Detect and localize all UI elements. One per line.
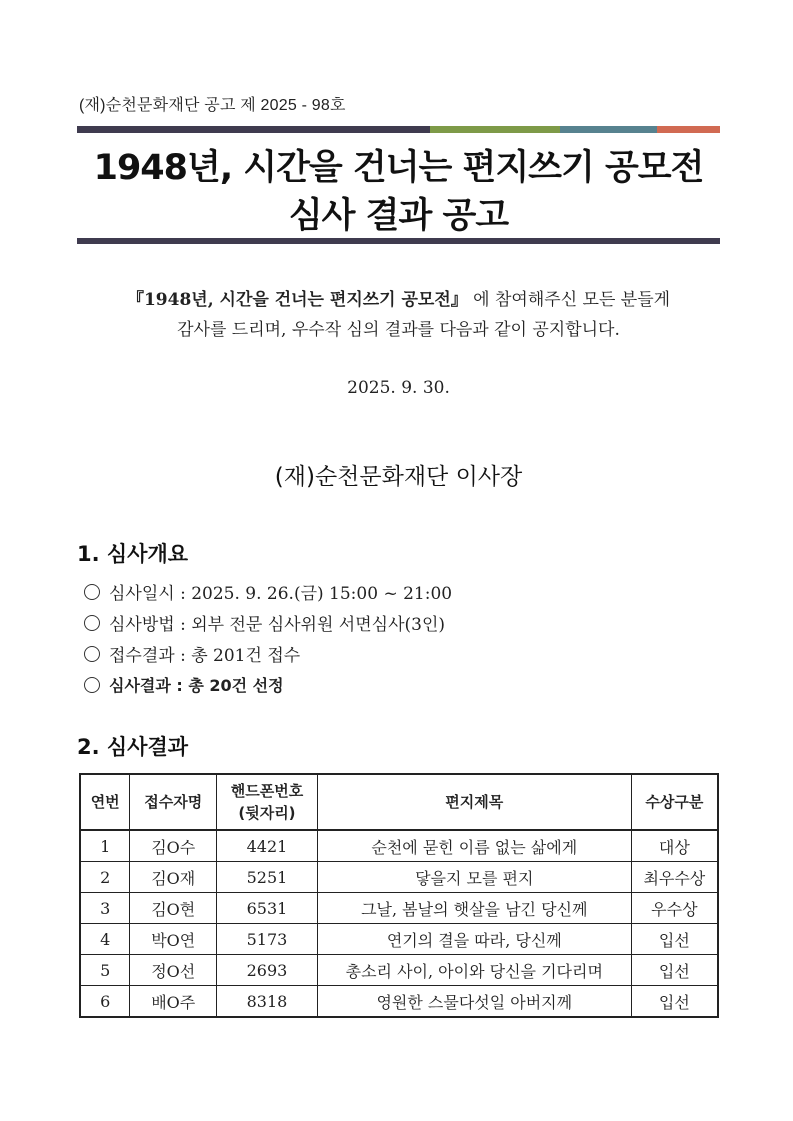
contest-name: 『1948년, 시간을 건너는 편지쓰기 공모전』	[126, 290, 468, 310]
header-phone-line2: (뒷자리)	[238, 804, 296, 822]
cell-award: 입선	[631, 924, 718, 955]
list-item	[84, 576, 452, 607]
cell-no: 6	[80, 986, 130, 1018]
cell-award: 최우수상	[631, 862, 718, 893]
bar-segment	[657, 126, 720, 133]
bar-segment	[77, 126, 430, 133]
notice-date: 2025. 9. 30.	[347, 378, 450, 398]
table-row	[80, 830, 718, 862]
table-row	[80, 862, 718, 893]
list-item	[84, 638, 452, 669]
header-applicant: 접수자명	[130, 774, 217, 830]
cell-no: 5	[80, 955, 130, 986]
header-no: 연번	[80, 774, 130, 830]
cell-title: 닿을지 모를 편지	[317, 862, 631, 893]
page-title-line1: 1948년, 시간을 건너는 편지쓰기 공모전	[93, 148, 704, 188]
cell-phone: 5173	[217, 924, 318, 955]
title-top-bar	[77, 126, 720, 133]
cell-name: 김O수	[130, 830, 217, 862]
overview-item-text: 심사일시 : 2025. 9. 26.(금) 15:00 ~ 21:00	[109, 584, 453, 604]
header-award: 수상구분	[631, 774, 718, 830]
issuer: (재)순천문화재단 이사장	[274, 464, 523, 490]
header-phone-line1: 핸드폰번호	[230, 782, 304, 800]
cell-name: 배O주	[130, 986, 217, 1018]
cell-name: 김O현	[130, 893, 217, 924]
bar-segment	[430, 126, 560, 133]
cell-name: 박O연	[130, 924, 217, 955]
section-heading-overview: 1. 심사개요	[77, 542, 189, 566]
cell-award: 입선	[631, 955, 718, 986]
circle-bullet-icon	[84, 615, 100, 631]
bar-segment	[560, 126, 657, 133]
results-table	[79, 773, 719, 1018]
table-row	[80, 893, 718, 924]
intro-line2: 감사를 드리며, 우수작 심의 결과를 다음과 같이 공지합니다.	[177, 320, 620, 340]
circle-bullet-icon	[84, 677, 100, 693]
cell-phone: 6531	[217, 893, 318, 924]
table-row	[80, 986, 718, 1018]
section-heading-results: 2. 심사결과	[77, 735, 189, 759]
cell-award: 우수상	[631, 893, 718, 924]
intro-line1-rest: 에 참여해주신 모든 분들게	[467, 290, 671, 310]
overview-item-text: 심사방법 : 외부 전문 심사위원 서면심사(3인)	[109, 615, 446, 635]
cell-no: 3	[80, 893, 130, 924]
header-letter-title: 편지제목	[317, 774, 631, 830]
cell-no: 4	[80, 924, 130, 955]
cell-title: 순천에 묻힌 이름 없는 삶에게	[317, 830, 631, 862]
cell-name: 김O재	[130, 862, 217, 893]
cell-title: 영원한 스물다섯일 아버지께	[317, 986, 631, 1018]
cell-title: 그날, 봄날의 햇살을 남긴 당신께	[317, 893, 631, 924]
cell-award: 입선	[631, 986, 718, 1018]
page-title-line2: 심사 결과 공고	[288, 196, 509, 236]
cell-title: 연기의 결을 따라, 당신께	[317, 924, 631, 955]
cell-title: 총소리 사이, 아이와 당신을 기다리며	[317, 955, 631, 986]
table-header-row	[80, 774, 718, 830]
circle-bullet-icon	[84, 646, 100, 662]
circle-bullet-icon	[84, 584, 100, 600]
notice-number: (재)순천문화재단 공고 제 2025 - 98호	[79, 97, 346, 114]
cell-phone: 2693	[217, 955, 318, 986]
overview-item-text: 접수결과 : 총 201건 접수	[109, 646, 301, 666]
cell-award: 대상	[631, 830, 718, 862]
table-row	[80, 955, 718, 986]
cell-no: 1	[80, 830, 130, 862]
cell-phone: 5251	[217, 862, 318, 893]
overview-item-text: 심사결과 : 총 20건 선정	[109, 676, 284, 695]
cell-phone: 4421	[217, 830, 318, 862]
cell-phone: 8318	[217, 986, 318, 1018]
table-row	[80, 924, 718, 955]
cell-name: 정O선	[130, 955, 217, 986]
list-item	[84, 607, 452, 638]
title-bottom-bar	[77, 238, 720, 244]
list-item	[84, 669, 452, 700]
intro-line1	[77, 285, 720, 310]
overview-list	[84, 576, 452, 700]
header-phone	[217, 774, 318, 830]
cell-no: 2	[80, 862, 130, 893]
